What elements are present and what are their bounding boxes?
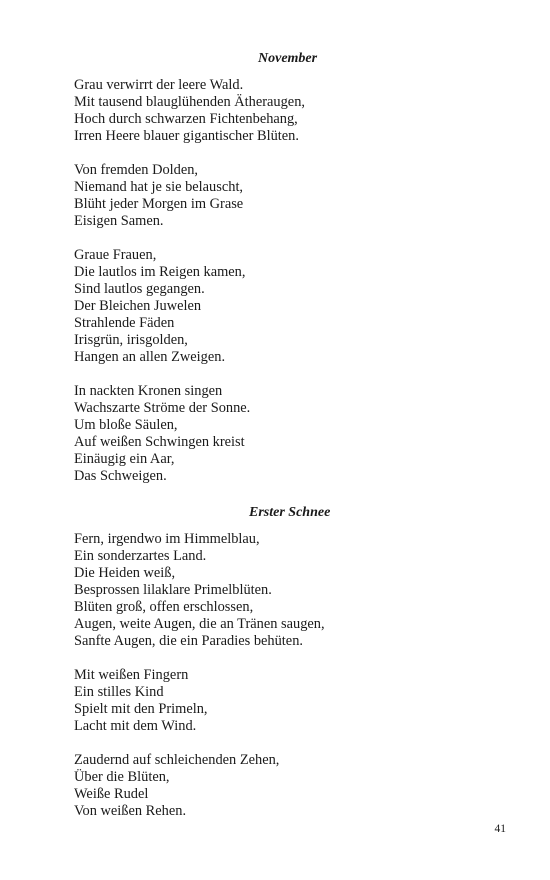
poem-line: Eisigen Samen. — [74, 213, 164, 229]
poem-line: Das Schweigen. — [74, 468, 167, 484]
poem-line: In nackten Kronen singen — [74, 383, 223, 399]
poem-line: Spielt mit den Primeln, — [74, 701, 208, 717]
poem-line: Von fremden Dolden, — [74, 162, 199, 178]
stanza — [74, 162, 494, 230]
stanza — [74, 383, 494, 485]
poem-line: Sanfte Augen, die ein Paradies behüten. — [74, 633, 303, 649]
poem-line: Hangen an allen Zweigen. — [74, 349, 226, 365]
stanza — [74, 531, 494, 650]
poem-line: Über die Blüten, — [74, 769, 170, 785]
poem-line: Blüht jeder Morgen im Grase — [74, 196, 244, 212]
stanza — [74, 752, 494, 820]
poem-title-erster-schnee: Erster Schnee — [249, 505, 331, 520]
stanza — [74, 667, 494, 735]
poem-line: Niemand hat je sie belauscht, — [74, 179, 244, 195]
poem-line: Strahlende Fäden — [74, 315, 175, 331]
poem-line: Ein sonderzartes Land. — [74, 548, 207, 564]
poem-line: Lacht mit dem Wind. — [74, 718, 197, 734]
poem-line: Die Heiden weiß, — [74, 565, 176, 581]
poem-line: Irisgrün, irisgolden, — [74, 332, 188, 348]
poem-line: Zaudernd auf schleichenden Zehen, — [74, 752, 280, 768]
poem-line: Einäugig ein Aar, — [74, 451, 175, 467]
poem-line: Graue Frauen, — [74, 247, 157, 263]
poem-line: Wachszarte Ströme der Sonne. — [74, 400, 251, 416]
poem-line: Grau verwirrt der leere Wald. — [74, 77, 244, 93]
poem-line: Mit tausend blauglühenden Ätheraugen, — [74, 94, 305, 110]
poem-line: Hoch durch schwarzen Fichtenbehang, — [74, 111, 298, 127]
poem-line: Besprossen lilaklare Primelblüten. — [74, 582, 272, 598]
stanza — [74, 77, 494, 145]
poem-november — [74, 77, 494, 502]
poem-erster-schnee — [74, 531, 494, 837]
stanza — [74, 247, 494, 366]
poem-line: Ein stilles Kind — [74, 684, 164, 700]
poem-line: Auf weißen Schwingen kreist — [74, 434, 245, 450]
page-number: 41 — [494, 823, 506, 835]
poem-line: Blüten groß, offen erschlossen, — [74, 599, 254, 615]
poem-line: Augen, weite Augen, die an Tränen saugen, — [74, 616, 325, 632]
poem-line: Der Bleichen Juwelen — [74, 298, 202, 314]
poem-line: Mit weißen Fingern — [74, 667, 189, 683]
poem-line: Sind lautlos gegangen. — [74, 281, 205, 297]
poem-line: Fern, irgendwo im Himmelblau, — [74, 531, 260, 547]
poem-line: Weiße Rudel — [74, 786, 149, 802]
poem-line: Um bloße Säulen, — [74, 417, 178, 433]
poem-line: Die lautlos im Reigen kamen, — [74, 264, 246, 280]
poem-line: Von weißen Rehen. — [74, 803, 187, 819]
poem-title-november: November — [258, 51, 318, 66]
poem-line: Irren Heere blauer gigantischer Blüten. — [74, 128, 299, 144]
